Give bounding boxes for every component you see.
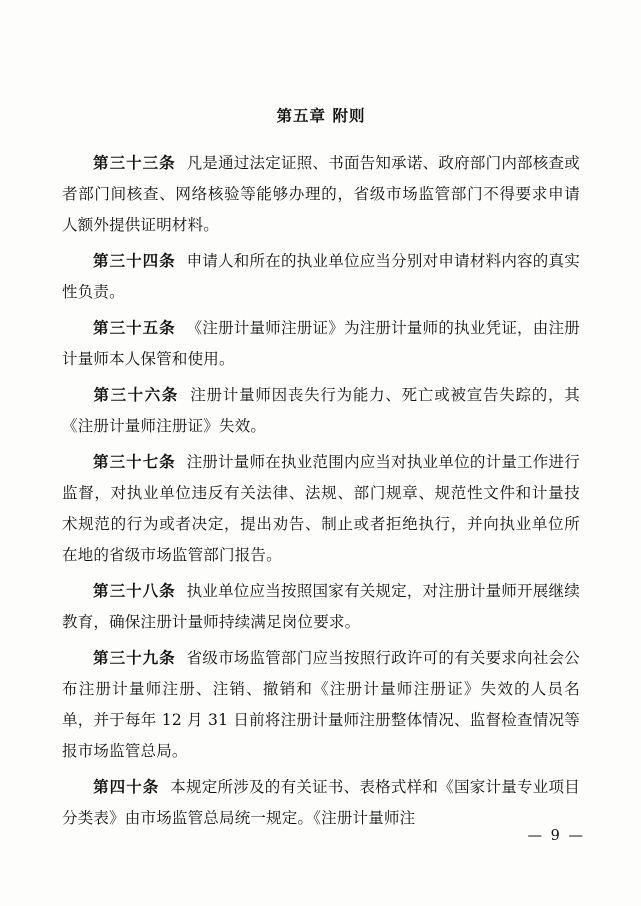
article-paragraph xyxy=(62,147,580,241)
article-paragraph xyxy=(62,379,580,442)
article-number: 第三十八条 xyxy=(93,580,176,600)
article-text: 省级市场监管部门应当按照行政许可的有关要求向社会公布注册计量师注册、注销、撤销和《注册计量师注册证》失效的人员名单，并于每年 12 月 31 日前将注册计量师注册整体情况、监督检查情况等报市场监管总局。 xyxy=(62,648,580,760)
article-paragraph xyxy=(62,312,580,375)
article-paragraph xyxy=(62,642,580,767)
document-body xyxy=(62,104,580,838)
article-text: 申请人和所在的执业单位应当分别对申请材料内容的真实性负责。 xyxy=(62,251,580,301)
article-number: 第三十五条 xyxy=(93,317,176,337)
article-text: 本规定所涉及的有关证书、表格式样和《国家计量专业项目分类表》由市场监管总局统一规定。《注册计量师注 xyxy=(62,777,580,827)
article-text: 注册计量师因丧失行为能力、死亡或被宣告失踪的，其《注册计量师注册证》失效。 xyxy=(62,385,580,435)
article-paragraph xyxy=(62,245,580,308)
article-number: 第三十九条 xyxy=(93,647,176,667)
article-paragraph xyxy=(62,771,580,834)
article-number: 第三十四条 xyxy=(93,250,176,270)
article-text: 凡是通过法定证照、书面告知承诺、政府部门内部核查或者部门间核查、网络核验等能够办理的，省级市场监管部门不得要求申请人额外提供证明材料。 xyxy=(62,153,580,234)
article-number: 第三十三条 xyxy=(93,152,176,172)
article-paragraph xyxy=(62,575,580,638)
article-number: 第四十条 xyxy=(93,776,160,796)
article-text: 《注册计量师注册证》为注册计量师的执业凭证，由注册计量师本人保管和使用。 xyxy=(62,318,580,368)
article-text: 执业单位应当按照国家有关规定，对注册计量师开展继续教育，确保注册计量师持续满足岗位要求。 xyxy=(62,581,580,631)
article-text: 注册计量师在执业范围内应当对执业单位的计量工作进行监督，对执业单位违反有关法律、法规、部门规章、规范性文件和计量技术规范的行为或者决定，提出劝告、制止或者拒绝执行，并向执业单位所在地的省级市场监管部门报告。 xyxy=(62,452,580,564)
chapter-title: 第五章 附则 xyxy=(276,106,366,125)
article-paragraph xyxy=(62,446,580,571)
article-number: 第三十七条 xyxy=(93,451,176,471)
page-number: — 9 — xyxy=(527,828,585,844)
article-number: 第三十六条 xyxy=(93,384,179,404)
